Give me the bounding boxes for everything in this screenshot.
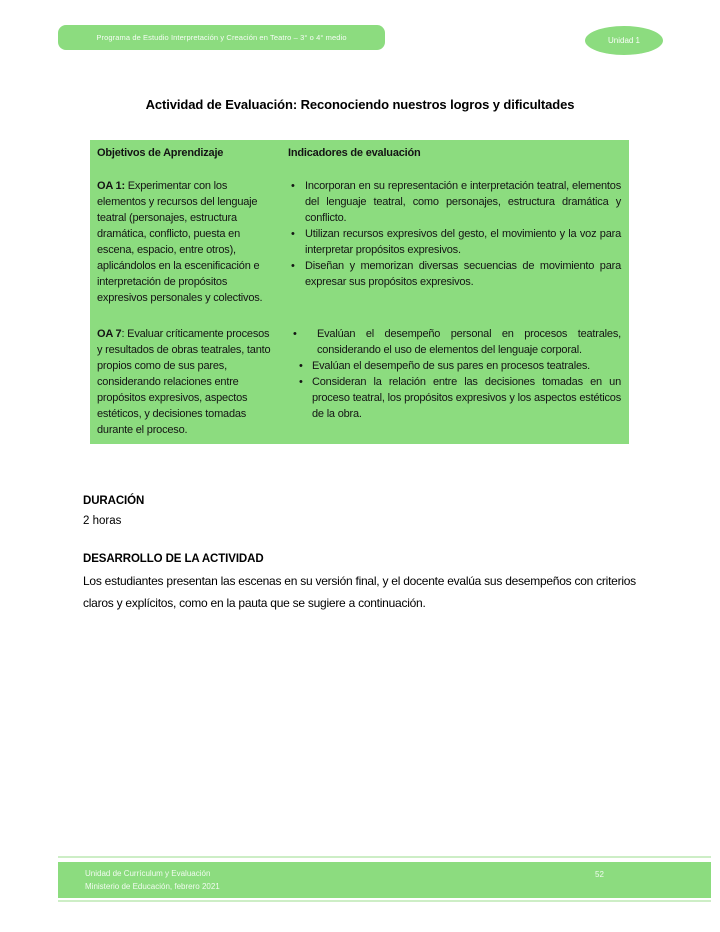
objective-description: : Evaluar críticamente procesos y resultados de obras teatrales, tanto propios como de sus pares, considerando relaciones entre propósitos expresivos, aspectos estéticos, y decisiones tomadas durante el proceso. — [97, 328, 271, 436]
indicator-item: • Utilizan recursos expresivos del gesto, el movimiento y la voz para interpretar propósitos expresivos. — [288, 226, 621, 258]
indicator-list — [288, 178, 621, 290]
objective-code: OA 7 — [97, 328, 122, 340]
objective-text — [97, 326, 274, 438]
page-footer — [58, 862, 711, 898]
indicators-cell — [282, 326, 629, 438]
column-header-indicators: Indicadores de evaluación — [288, 147, 421, 159]
footer-divider-top — [58, 856, 711, 858]
indicator-item: • Diseñan y memorizan diversas secuencias de movimiento para expresar sus propósitos expresivos. — [288, 258, 621, 290]
indicator-item: • Evalúan el desempeño de sus pares en procesos teatrales. — [288, 358, 621, 374]
evaluation-table — [90, 140, 629, 444]
unit-badge — [585, 26, 663, 55]
unit-badge-label: Unidad 1 — [607, 36, 641, 45]
table-row — [90, 178, 629, 306]
desarrollo-heading: DESARROLLO DE LA ACTIVIDAD — [83, 553, 264, 565]
objective-cell — [90, 326, 282, 438]
objective-text — [97, 178, 274, 306]
footer-line2: Ministerio de Educación, febrero 2021 — [85, 881, 220, 891]
table-row — [90, 326, 629, 438]
indicators-cell — [282, 178, 629, 306]
footer-line1: Unidad de Currículum y Evaluación — [85, 869, 211, 878]
desarrollo-paragraph: Los estudiantes presentan las escenas en su versión final, y el docente evalúa sus desempeños con criterios claros y explícitos, como en la pauta que se sugiere a continuación. — [83, 574, 636, 610]
objective-code: OA 1: — [97, 180, 125, 192]
objective-description: Experimentar con los elementos y recursos del lenguaje teatral (personajes, estructura dramática, conflicto, puesta en escena, espacio, entre otros), aplicándolos en la escenificación e interpretación de propósitos expresivos personales y colectivos. — [97, 180, 263, 304]
page-number: 52 — [595, 870, 604, 879]
duracion-heading: DURACIÓN — [83, 495, 145, 507]
indicator-item: • Incorporan en su representación e interpretación teatral, elementos del lenguaje teatral, como personajes, estructura dramática y conflicto. — [288, 178, 621, 226]
program-banner — [58, 25, 385, 50]
indicator-item: • Evalúan el desempeño personal en procesos teatrales, considerando el uso de elementos del lenguaje corporal. — [288, 326, 621, 358]
section-desarrollo — [83, 553, 643, 614]
indicator-item: • Consideran la relación entre las decisiones tomadas en un proceso teatral, los propósitos expresivos y los aspectos estéticos de la obra. — [288, 374, 621, 422]
footer-divider-bottom — [58, 900, 711, 902]
objective-cell — [90, 178, 282, 306]
page-title: Actividad de Evaluación: Reconociendo nuestros logros y dificultades — [145, 97, 575, 112]
program-banner-label: Programa de Estudio Interpretación y Creación en Teatro – 3° o 4° medio — [96, 33, 347, 42]
footer-credits — [85, 868, 711, 893]
indicator-list — [288, 326, 621, 422]
section-duracion — [83, 495, 643, 527]
table-header-row — [90, 140, 629, 178]
column-header-objectives: Objetivos de Aprendizaje — [97, 147, 224, 159]
duracion-value: 2 horas — [83, 515, 122, 527]
